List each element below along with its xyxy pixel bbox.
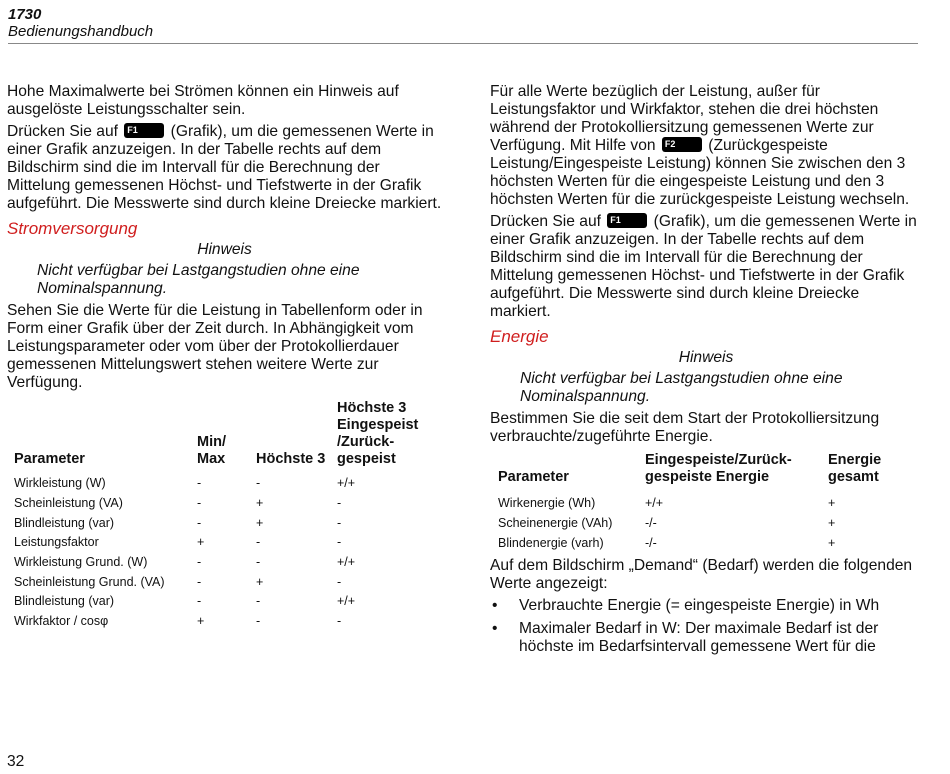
energy-parameter-table: [498, 452, 908, 553]
column-header: Min/ Max: [197, 434, 226, 467]
paragraph: Bestimmen Sie die seit dem Start der Protokolliersitzung verbrauchte/zugeführte Energie.: [490, 410, 880, 445]
right-column: [490, 83, 922, 661]
table-cell: -: [256, 594, 261, 609]
list-item: [490, 620, 922, 656]
column-header: Höchste 3: [256, 451, 326, 467]
table-cell: +: [256, 515, 264, 530]
column-header: Energie gesamt: [828, 452, 882, 485]
column-header: Parameter: [498, 469, 569, 485]
table-cell: -: [197, 496, 202, 511]
table-row: [498, 533, 908, 553]
table-cell: +: [828, 516, 836, 531]
table-cell: -: [256, 535, 261, 550]
table-cell: +: [828, 496, 836, 511]
paragraph: Hohe Maximalwerte bei Strömen können ein Hinweis auf ausgelöste Leistungsschalter sein.: [7, 83, 399, 118]
text: Drücken Sie auf: [490, 213, 601, 230]
text: Drücken Sie auf: [7, 123, 118, 140]
paragraph: [7, 123, 442, 213]
table-cell: +: [256, 496, 264, 511]
table-cell: Blindleistung (var): [14, 594, 115, 609]
table-cell: -: [197, 555, 202, 570]
table-cell: Wirkleistung Grund. (W): [14, 555, 148, 570]
table-cell: Blindleistung (var): [14, 515, 115, 530]
table-cell: -: [337, 614, 342, 629]
bullet-icon: •: [492, 597, 498, 615]
table-cell: -: [256, 555, 261, 570]
note-body: Nicht verfügbar bei Lastgangstudien ohne eine Nominalspannung.: [37, 262, 360, 297]
table-header-row: [14, 400, 432, 474]
table-cell: +: [828, 535, 836, 550]
list-item: [490, 597, 922, 615]
paragraph: [490, 213, 922, 321]
table-cell: -/-: [645, 535, 657, 550]
text: Für alle Werte bezüglich der Leistung, außer für Leistungsfaktor und Wirkfaktor, stehen die drei höchsten während der Protokolliersitzung gemessenen Werte zur Verfügung. Mit Hilfe von: [490, 83, 879, 154]
table-row: [14, 592, 432, 612]
table-cell: Wirkenergie (Wh): [498, 496, 596, 511]
section-heading: Energie: [490, 327, 549, 346]
paragraph: [490, 83, 922, 209]
table-row: [14, 494, 432, 514]
table-cell: +/+: [337, 476, 356, 491]
column-header: Eingespeiste/Zurück-gespeiste Energie: [645, 452, 792, 485]
table-cell: +: [197, 614, 205, 629]
table-row: [14, 612, 432, 632]
bullet-list: [490, 597, 922, 656]
note-body: Nicht verfügbar bei Lastgangstudien ohne eine Nominalspannung.: [520, 370, 843, 405]
table-row: [14, 474, 432, 494]
table-cell: Wirkleistung (W): [14, 476, 106, 491]
table-row: [14, 533, 432, 553]
table-cell: -: [256, 614, 261, 629]
key-label: F2: [664, 139, 676, 149]
table-cell: -: [337, 515, 342, 530]
table-cell: -: [337, 535, 342, 550]
table-cell: +: [197, 535, 205, 550]
paragraph: Auf dem Bildschirm „Demand“ (Bedarf) werden die folgenden Werte angezeigt:: [490, 557, 913, 593]
text: (Grafik), um die gemessenen Werte in einer Grafik anzuzeigen. In der Tabelle rechts auf dem Bildschirm sind die im Intervall für die Berechnung der Mittelung gemessenen Höchst- und Tiefstwerte in der Grafik aufgeführt. Die Messwerte sind durch kleine Dreiecke markiert.: [490, 213, 917, 320]
key-label: F1: [610, 215, 621, 225]
manual-title: Bedienungshandbuch: [8, 23, 154, 40]
table-row: [14, 553, 432, 573]
table-cell: +/+: [337, 555, 356, 570]
bullet-icon: •: [492, 620, 498, 638]
table-cell: +: [256, 574, 264, 589]
f2-key-icon: [662, 137, 702, 152]
table-cell: -: [337, 496, 342, 511]
text: (Grafik), um die gemessenen Werte in einer Grafik anzuzeigen. In der Tabelle rechts auf dem Bildschirm sind die im Intervall für die Berechnung der Mittelung gemessenen Höchst- und Tiefstwerte in der Grafik aufgeführt. Die Messwerte sind durch kleine Dreiecke markiert.: [7, 123, 442, 212]
model-number: 1730: [8, 6, 42, 23]
table-cell: Scheinenergie (VAh): [498, 516, 613, 531]
section-heading: Stromversorgung: [7, 219, 138, 238]
table-cell: +/+: [337, 594, 356, 609]
column-header: Parameter: [14, 451, 85, 467]
table-cell: Scheinleistung Grund. (VA): [14, 574, 165, 589]
left-column: [7, 83, 442, 632]
list-item-text: Verbrauchte Energie (= eingespeiste Energie) in Wh: [519, 597, 880, 615]
note-title: Hinweis: [678, 349, 734, 366]
table-cell: -: [197, 574, 202, 589]
text: (Zurückgespeiste Leistung/Eingespeiste Leistung) können Sie zwischen den 3 höchsten Werten für die eingespeiste Leistung und den 3 höchsten Werten für die zurückgespeiste Leistung wechseln.: [490, 137, 910, 208]
column-header: Höchste 3 Eingespeist /Zurück-gespeist: [337, 400, 419, 467]
list-item-text: Maximaler Bedarf in W: Der maximale Bedarf ist der höchste im Bedarfsintervall gemessene Wert für die: [519, 620, 879, 656]
table-row: [498, 514, 908, 534]
key-label: F1: [127, 125, 138, 135]
table-cell: +/+: [645, 496, 664, 511]
power-parameter-table: [14, 400, 432, 632]
table-row: [14, 513, 432, 533]
table-cell: -: [337, 574, 342, 589]
table-header-row: [498, 452, 908, 494]
table-cell: Wirkfaktor / cosφ: [14, 614, 109, 629]
table-cell: Blindenergie (varh): [498, 535, 604, 550]
note-title: Hinweis: [197, 241, 252, 258]
page-header: [8, 6, 918, 44]
table-cell: Leistungsfaktor: [14, 535, 99, 550]
f1-key-icon: [124, 123, 164, 138]
table-cell: -/-: [645, 516, 657, 531]
page-number: 32: [7, 753, 25, 770]
paragraph: Sehen Sie die Werte für die Leistung in Tabellenform oder in Form einer Grafik über der Zeit durch. In Abhängigkeit vom Leistungsparameter oder vom über der Protokollierdauer gemessenen Mittelungswert stehen weitere Werte zur Verfügung.: [7, 302, 423, 391]
table-cell: -: [197, 476, 202, 491]
table-row: [14, 572, 432, 592]
table-cell: -: [197, 594, 202, 609]
f1-key-icon: [607, 213, 647, 228]
table-cell: -: [197, 515, 202, 530]
table-cell: -: [256, 476, 261, 491]
table-row: [498, 494, 908, 514]
table-cell: Scheinleistung (VA): [14, 496, 123, 511]
